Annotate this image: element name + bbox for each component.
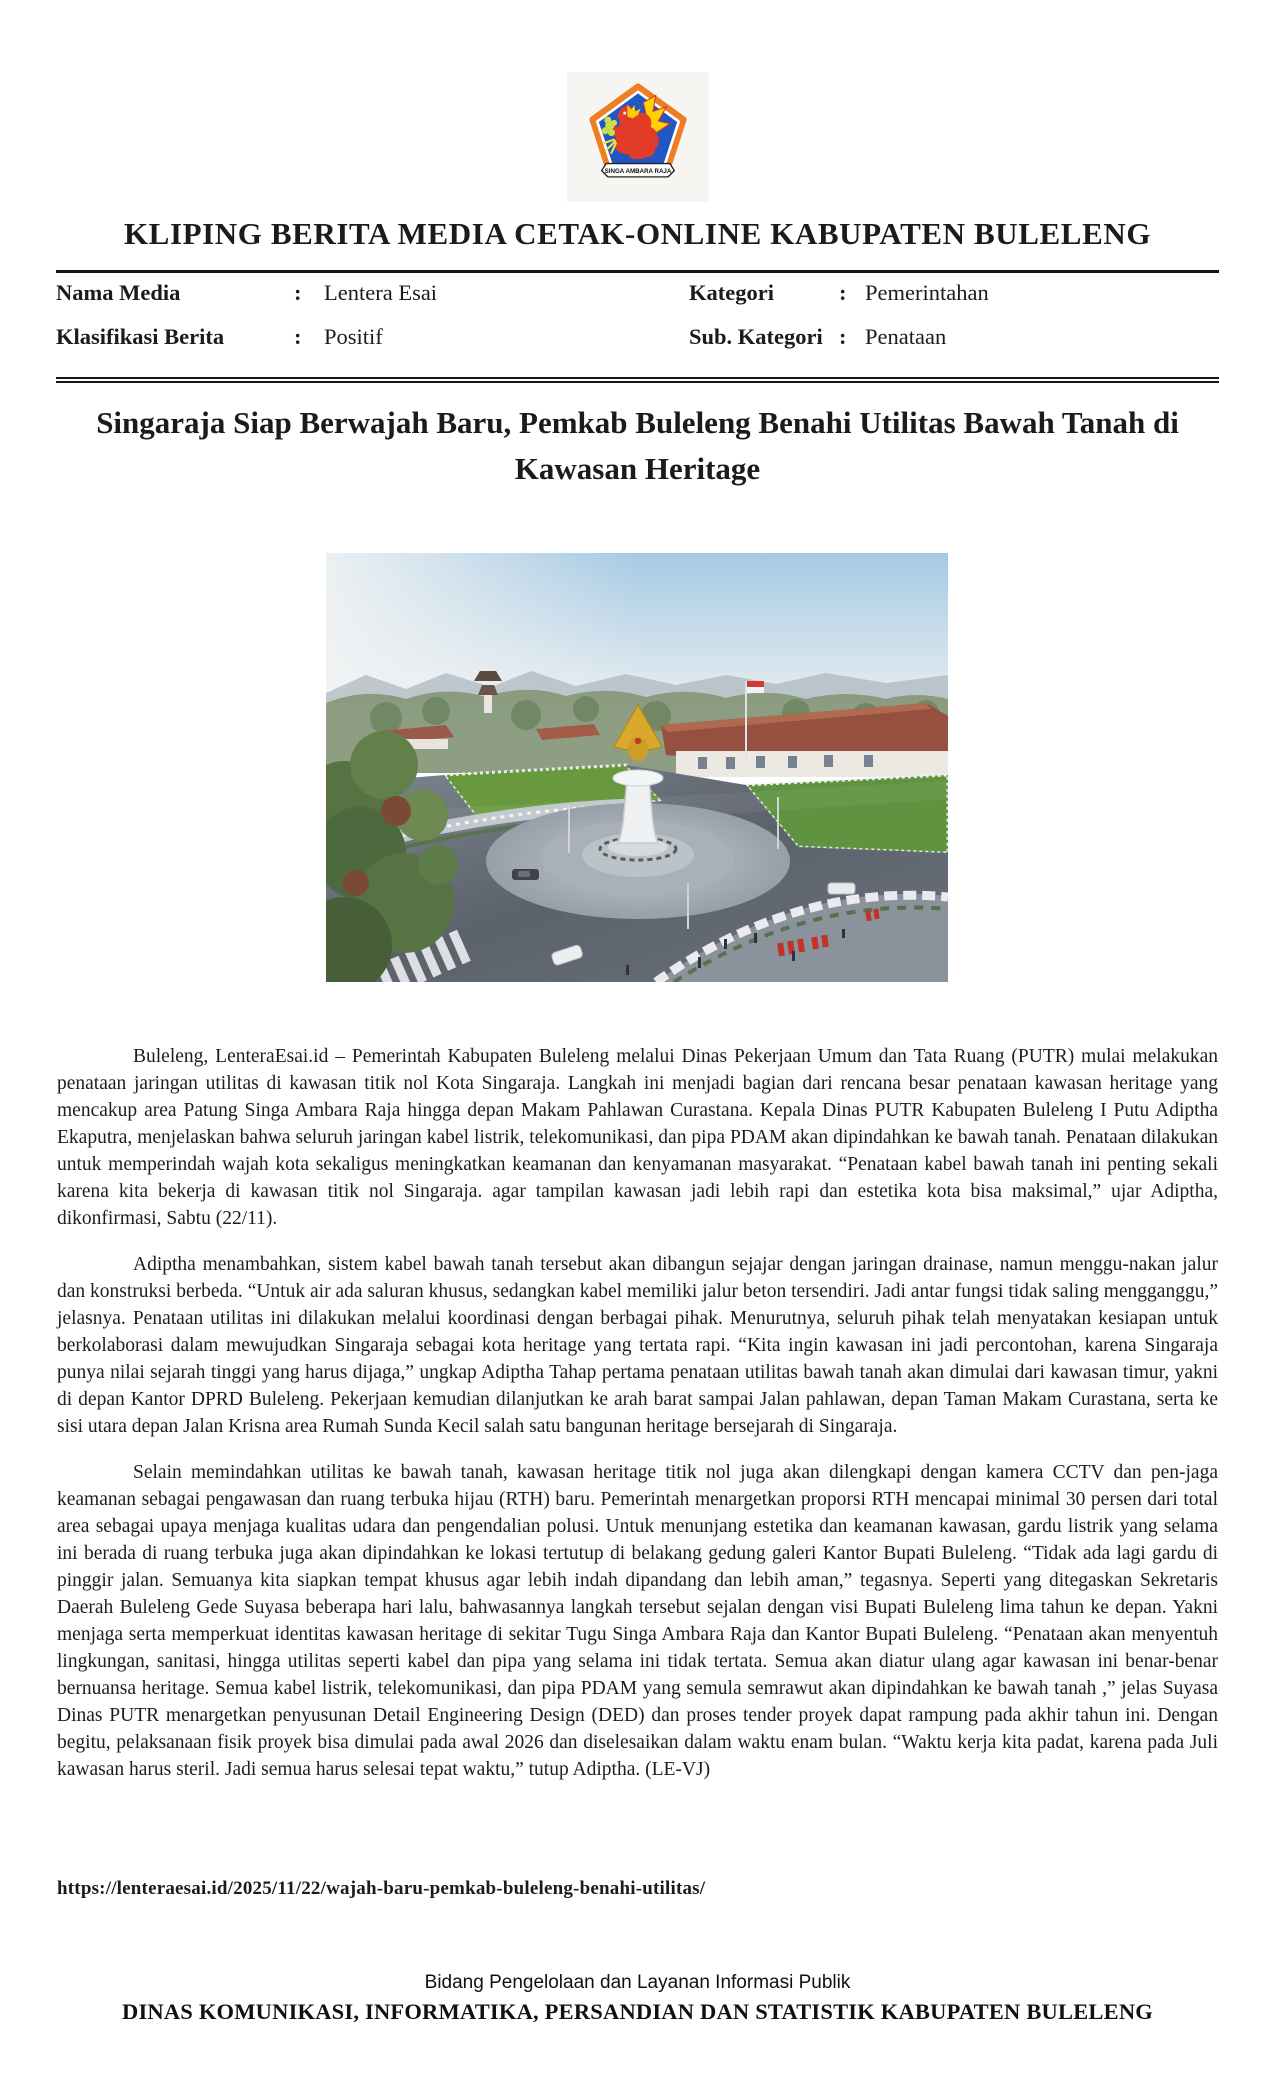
meta-value-kategori: Pemerintahan <box>865 280 989 305</box>
footer-agency-line: DINAS KOMUNIKASI, INFORMATIKA, PERSANDIAN DAN STATISTIK KABUPATEN BULELENG <box>122 1999 1153 2024</box>
article-paragraph: Adiptha menambahkan, sistem kabel bawah tanah tersebut akan dibangun sejajar dengan jaringan drainase, namun menggu-nakan jalur dan konstruksi berbeda. “Untuk air ada saluran khusus, sedangkan kabel memiliki jalur beton tersendiri. Jadi antar fungsi tidak saling mengganggu,” jelasnya. Penataan utilitas ini dilakukan melalui koordinasi dengan berbagai pihak. Menurutnya, seluruh pihak telah menyatakan kesiapan untuk berkolaborasi dalam mewujudkan Singaraja sebagai kota heritage yang tertata rapi. “Kita ingin kawasan ini jadi percontohan, karena Singaraja punya nilai sejarah tinggi yang harus dijaga,” ungkap Adiptha Tahap pertama penataan utilitas bawah tanah akan dimulai dari kawasan timur, yakni di depan Kantor DPRD Buleleng. Pekerjaan kemudian dilanjutkan ke arah barat sampai Jalan pahlawan, depan Taman Makam Curastana, serta ke sisi utara depan Jalan Krisna area Rumah Sunda Kecil salah satu bangunan heritage bersejarah di Singaraja. <box>57 1254 1218 1437</box>
buleleng-emblem-logo <box>567 72 709 202</box>
flag-white <box>747 687 764 693</box>
article-body <box>57 1043 1218 1783</box>
meta-colon: : <box>839 280 847 305</box>
meta-label-klasifikasi: Klasifikasi Berita <box>56 324 225 349</box>
roundabout-aerial-render <box>326 553 948 982</box>
meta-value-nama-media: Lentera Esai <box>324 280 438 305</box>
emblem-banner-text: SINGA AMBARA RAJA <box>604 167 671 175</box>
meta-colon: : <box>294 324 302 349</box>
meta-value-sub-kategori: Penataan <box>865 324 947 349</box>
flag-red <box>747 681 764 687</box>
article-photo <box>326 553 948 982</box>
kliping-header-title: KLIPING BERITA MEDIA CETAK-ONLINE KABUPATEN BULELENG <box>123 216 1152 251</box>
meta-label-sub-kategori: Sub. Kategori <box>689 324 823 349</box>
footer-division-line: Bidang Pengelolaan dan Layanan Informasi Publik <box>424 1972 851 1993</box>
meta-colon: : <box>294 280 302 305</box>
article-paragraph: Selain memindahkan utilitas ke bawah tanah, kawasan heritage titik nol juga akan dilengkapi dengan kamera CCTV dan pen-jaga keamanan sebagai pengawasan dan ruang terbuka hijau (RTH) baru. Pemerintah menargetkan proporsi RTH mencapai minimal 30 persen dari total area sebagai upaya menjaga kualitas udara dan pengendalian polusi. Untuk menunjang estetika dan keamanan kawasan, gardu listrik yang selama ini berada di ruang terbuka juga akan dipindahkan ke lokasi tertutup di belakang gedung galeri Kantor Bupati Buleleng. “Tidak ada lagi gardu di pinggir jalan. Semuanya kita siapkan tempat khusus agar lebih indah dipandang dan lebih aman,” tegasnya. Seperti yang ditegaskan Sekretaris Daerah Buleleng Gede Suyasa beberapa hari lalu, bahwasannya langkah tersebut sejalan dengan visi Bupati Buleleng lima tahun ke depan. Yakni menjaga serta memperkuat identitas kawasan heritage di sekitar Tugu Singa Ambara Raja dan Kantor Bupati Buleleng. “Penataan akan menyentuh lingkungan, sanitasi, hingga utilitas seperti kabel dan pipa yang selama ini tidak tertata. Semua akan diatur ulang agar kawasan ini benar-benar bernuansa heritage. Semua kabel listrik, telekomunikasi, dan pipa PDAM yang semula semrawut akan dipindahkan ke bawah tanah ,” jelas Suyasa Dinas PUTR menargetkan penyusunan Detail Engineering Design (DED) dan proses tender proyek dapat rampung pada akhir tahun ini. Dengan begitu, pelaksanaan fisik proyek bisa dimulai pada awal 2026 dan diselesaikan dalam waktu enam bulan. “Waktu kerja kita padat, karena pada Juli kawasan harus steril. Jadi semua harus selesai tepat waktu,” tutup Adiptha. (LE-VJ) <box>57 1462 1218 1780</box>
emblem-banner <box>601 164 674 177</box>
media-meta-table <box>56 270 1219 383</box>
meta-value-klasifikasi: Positif <box>324 324 383 349</box>
page-footer <box>0 1972 1275 2025</box>
meta-row-2 <box>56 324 1219 368</box>
article-paragraph: Buleleng, LenteraEsai.id – Pemerintah Kabupaten Buleleng melalui Dinas Pekerjaan Umum dan Tata Ruang (PUTR) mulai melakukan penataan jaringan utilitas di kawasan titik nol Kota Singaraja. Langkah ini menjadi bagian dari rencana besar penataan kawasan heritage yang mencakup area Patung Singa Ambara Raja hingga depan Makam Pahlawan Curastana. Kepala Dinas PUTR Kabupaten Buleleng I Putu Adiptha Ekaputra, menjelaskan bahwa seluruh jaringan kabel listrik, telekomunikasi, dan pipa PDAM akan dipindahkan ke bawah tanah. Penataan dilakukan untuk memperindah wajah kota sekaligus meningkatkan keamanan dan kenyamanan masyarakat. “Penataan kabel bawah tanah ini penting sekali karena kita bekerja di kawasan titik nol Singaraja. agar tampilan kawasan jadi lebih rapi dan estetika kota bisa maksimal,” ujar Adiptha, dikonfirmasi, Sabtu (22/11). <box>57 1046 1218 1229</box>
meta-row-1 <box>56 280 1219 324</box>
article-title: Singaraja Siap Berwajah Baru, Pemkab Buleleng Benahi Utilitas Bawah Tanah di Kawasan Heritage <box>96 405 1179 486</box>
singa-ambara-raja-emblem-icon <box>576 78 700 196</box>
meta-label-nama-media: Nama Media <box>56 280 181 305</box>
meta-colon: : <box>839 324 847 349</box>
meta-label-kategori: Kategori <box>689 280 774 305</box>
article-source-url: https://lenteraesai.id/2025/11/22/wajah-baru-pemkab-buleleng-benahi-utilitas/ <box>57 1878 706 1899</box>
